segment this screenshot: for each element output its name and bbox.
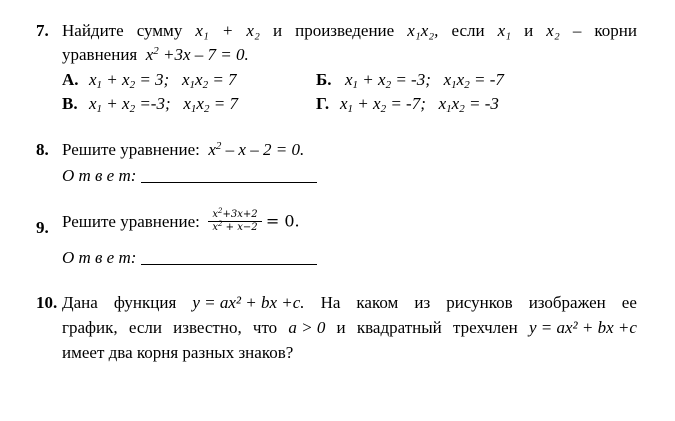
q10-line1 <box>62 294 637 311</box>
q10-line2-word: a > 0 <box>288 318 326 337</box>
q7-number: 7. <box>36 21 49 40</box>
q7-option-g-label: Г. <box>316 94 330 113</box>
q7-line1-word: x₁x₂, <box>407 21 439 40</box>
q10-line2 <box>62 319 637 336</box>
q10-line3: имеет два корня разных знаков? <box>62 343 294 362</box>
q10-line2-word: и <box>336 318 346 337</box>
q7-line1-word: Найдите <box>62 21 124 40</box>
q7-option-a-text: $x_1 + x_2 = 3$; $x_1x_2 = 7$ <box>89 70 237 91</box>
q10-line2-word: известно, <box>173 318 242 337</box>
q10-line2-word: квадратный <box>356 318 442 337</box>
q7-line1 <box>62 22 637 39</box>
q9-answer <box>62 249 317 266</box>
q10-line1-word: Дана <box>62 293 98 312</box>
q9-answer-label: О т в е т: <box>62 248 137 267</box>
q7-line1-word: – <box>572 21 582 40</box>
q7-option-b-label: Б. <box>316 70 332 89</box>
q7-line1-word: сумму <box>136 21 183 40</box>
q10-line1-word: из <box>414 293 431 312</box>
q10-line1-word: функция <box>113 293 177 312</box>
q9-rhs: = 0. <box>265 211 300 231</box>
q9-prompt-text: Решите уравнение: <box>62 212 200 231</box>
q7-line1-word: если <box>451 21 485 40</box>
q8-equation: $x^2 - x - 2 = 0$. <box>208 140 305 159</box>
q10-line2-word: y = ax² + bx +c <box>528 318 637 337</box>
q10-line2-word: график, <box>62 318 118 337</box>
q7-line1-word: x₁ <box>195 21 209 40</box>
q7-option-b-text: $x_1 + x_2 = -3$; $x_1x_2 = -7$ <box>345 70 504 91</box>
q10-line2-word: что <box>252 318 278 337</box>
q7-line1-word: и <box>272 21 283 40</box>
q10-number: 10. <box>36 293 58 312</box>
q10-line1-word: ее <box>621 293 637 312</box>
q9-denominator: $x^2 + x-2$ <box>212 220 258 233</box>
q8-answer-line[interactable] <box>141 168 317 183</box>
q9-answer-line[interactable] <box>141 250 317 265</box>
q9-fraction <box>208 207 261 233</box>
q7-line1-word: x₁ <box>497 21 512 40</box>
q9-prompt <box>62 207 300 233</box>
q7-option-a-label: А. <box>62 70 79 89</box>
q7-line2: уравнения $x^2 +3x - 7 = 0$. <box>62 45 249 64</box>
q10-line1-word: y = ax² + bx +c. <box>192 293 305 312</box>
q10-line1-word: изображен <box>528 293 606 312</box>
q10-line1-word: рисунков <box>446 293 513 312</box>
q7-option-v-text: $x_1 + x_2 =-3$; $x_1x_2 = 7$ <box>89 94 238 115</box>
q7-option-v-label: В. <box>62 94 78 113</box>
q9-numerator: $x^2+3x+2$ <box>208 210 261 222</box>
q7-line1-word: x₂ <box>246 21 260 40</box>
q7-option-g-text: $x_1 + x_2 = -7$; $x_1x_2 = -3$ <box>340 94 499 115</box>
q8-number: 8. <box>36 140 49 159</box>
q10-line1-word: каком <box>356 293 399 312</box>
q7-line1-word: корни <box>594 21 637 40</box>
q7-line1-word: и <box>524 21 534 40</box>
q8-prompt <box>62 141 304 158</box>
q10-line2-word: трехчлен <box>452 318 518 337</box>
q7-line1-word: произведение <box>295 21 395 40</box>
q9-number: 9. <box>36 218 49 237</box>
q8-answer-label: О т в е т: <box>62 166 137 185</box>
q7-line1-word: x₂ <box>546 21 560 40</box>
q10-line1-word: На <box>320 293 341 312</box>
q7-line1-word: + <box>221 21 234 40</box>
q10-line2-word: если <box>128 318 162 337</box>
q8-answer <box>62 167 317 184</box>
q8-prompt-text: Решите уравнение: <box>62 140 200 159</box>
